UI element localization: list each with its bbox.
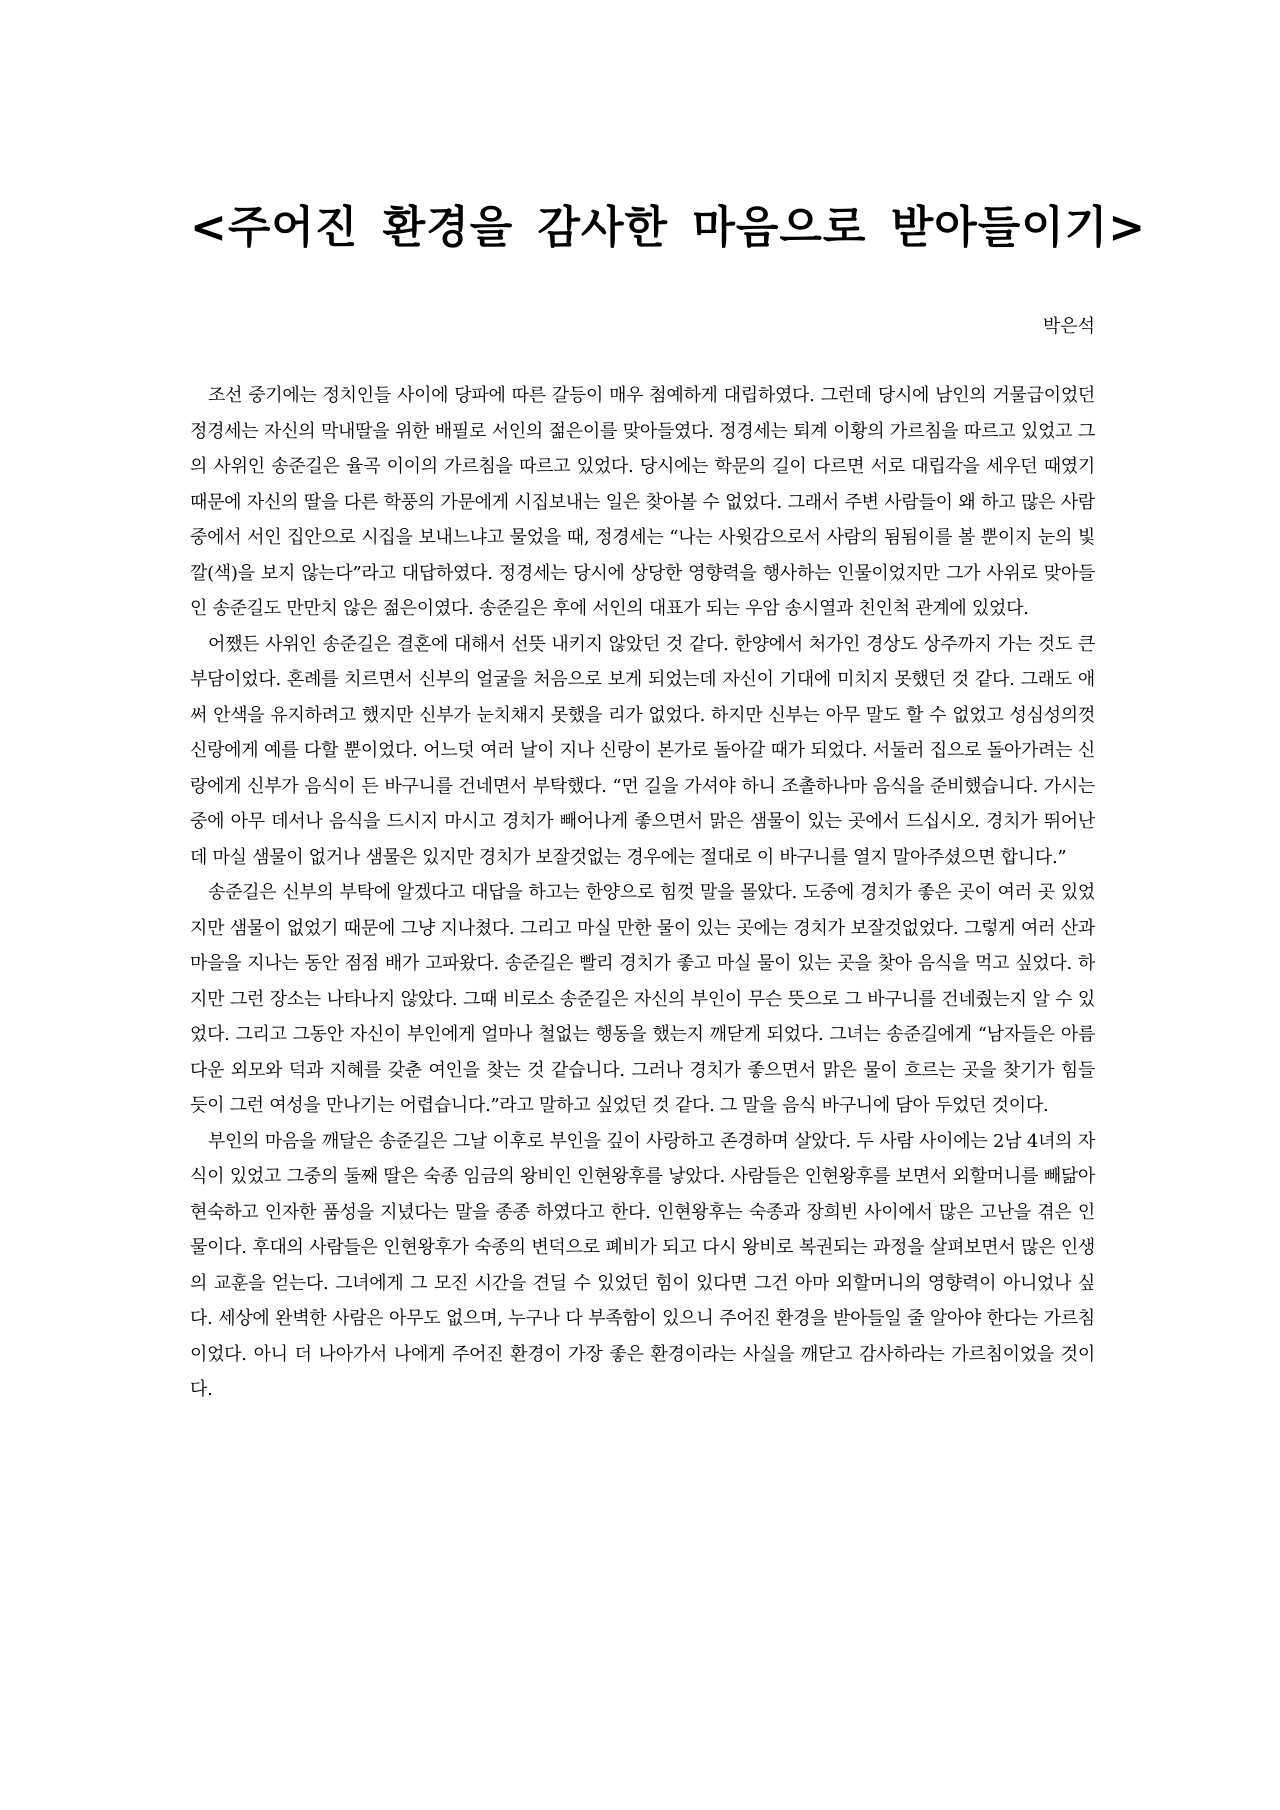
document-title: <주어진 환경을 감사한 마음으로 받아들이기> — [190, 202, 1147, 253]
paragraph: 부인의 마음을 깨달은 송준길은 그날 이후로 부인을 깊이 사랑하고 존경하며 살았다. 두 사람 사이에는 2남 4녀의 자식이 있었고 그중의 둘째 딸은 숙종 임금의 왕비인 인현왕후를 낳았다. 사람들은 인현왕후를 보면서 외할머니를 빼닮아 현숙하고 인자한 품성을 지녔다는 말을 종종 하였다고 한다. 인현왕후는 숙종과 장희빈 사이에서 많은 고난을 겪은 인물이다. 후대의 사람들은 인현왕후가 숙종의 변덕으로 폐비가 되고 다시 왕비로 복권되는 과정을 살펴보면서 많은 인생의 교훈을 얻는다. 그녀에게 그 모진 시간을 견딜 수 있었던 힘이 있다면 그건 아마 외할머니의 영향력이 아니었나 싶다. 세상에 완벽한 사람은 아무도 없으며, 누구나 다 부족함이 있으니 주어진 환경을 받아들일 줄 알아야 한다는 가르침이었다. 아니 더 나아가서 나에게 주어진 환경이 가장 좋은 환경이라는 사실을 깨닫고 감사하라는 가르침이었을 것이다. — [190, 1130, 1095, 1400]
paragraph: 조선 중기에는 정치인들 사이에 당파에 따른 갈등이 매우 첨예하게 대립하였다. 그런데 당시에 남인의 거물급이었던 정경세는 자신의 막내딸을 위한 배필로 서인의 젊은이를 맞아들였다. 정경세는 퇴계 이황의 가르침을 따르고 있었고 그의 사위인 송준길은 율곡 이이의 가르침을 따르고 있었다. 당시에는 학문의 길이 다르면 서로 대립각을 세우던 때였기 때문에 자신의 딸을 다른 학풍의 가문에게 시집보내는 일은 찾아볼 수 없었다. 그래서 주변 사람들이 왜 하고 많은 사람 중에서 서인 집안으로 시집을 보내느냐고 물었을 때, 정경세는 “나는 사윗감으로서 사람의 됨됨이를 볼 뿐이지 눈의 빛깔(색)을 보지 않는다”라고 대답하였다. 정경세는 당시에 상당한 영향력을 행사하는 인물이었지만 그가 사위로 맞아들인 송준길도 만만치 않은 젊은이였다. 송준길은 후에 서인의 대표가 되는 우암 송시열과 친인척 관계에 있었다. — [190, 385, 1095, 619]
paragraph: 송준길은 신부의 부탁에 알겠다고 대답을 하고는 한양으로 힘껏 말을 몰았다. 도중에 경치가 좋은 곳이 여러 곳 있었지만 샘물이 없었기 때문에 그냥 지나쳤다. 그리고 마실 만한 물이 있는 곳에는 경치가 보잘것없었다. 그렇게 여러 산과 마을을 지나는 동안 점점 배가 고파왔다. 송준길은 빨리 경치가 좋고 마실 물이 있는 곳을 찾아 음식을 먹고 싶었다. 하지만 그런 장소는 나타나지 않았다. 그때 비로소 송준길은 자신의 부인이 무슨 뜻으로 그 바구니를 건네줬는지 알 수 있었다. 그리고 그동안 자신이 부인에게 얼마나 철없는 행동을 했는지 깨닫게 되었다. 그녀는 송준길에게 “남자들은 아름다운 외모와 덕과 지혜를 갖춘 여인을 찾는 것 같습니다. 그러나 경치가 좋으면서 맑은 물이 흐르는 곳을 찾기가 힘들 듯이 그런 여성을 만나기는 어렵습니다.”라고 말하고 싶었던 것 같다. 그 말을 음식 바구니에 담아 두었던 것이다. — [190, 882, 1095, 1116]
document-body — [190, 378, 1095, 1408]
paragraph: 어쨌든 사위인 송준길은 결혼에 대해서 선뜻 내키지 않았던 것 같다. 한양에서 처가인 경상도 상주까지 가는 것도 큰 부담이었다. 혼례를 치르면서 신부의 얼굴을 처음으로 보게 되었는데 자신이 기대에 미치지 못했던 것 같다. 그래도 애써 안색을 유지하려고 했지만 신부가 눈치채지 못했을 리가 없었다. 하지만 신부는 아무 말도 할 수 없었고 성심성의껏 신랑에게 예를 다할 뿐이었다. 어느덧 여러 날이 지나 신랑이 본가로 돌아갈 때가 되었다. 서둘러 집으로 돌아가려는 신랑에게 신부가 음식이 든 바구니를 건네면서 부탁했다. “먼 길을 가셔야 하니 조촐하나마 음식을 준비했습니다. 가시는 중에 아무 데서나 음식을 드시지 마시고 경치가 빼어나게 좋으면서 맑은 샘물이 있는 곳에서 드십시오. 경치가 뛰어난데 마실 샘물이 없거나 샘물은 있지만 경치가 보잘것없는 경우에는 절대로 이 바구니를 열지 말아주셨으면 합니다.” — [190, 633, 1095, 868]
author-name: 박은석 — [1042, 316, 1095, 337]
